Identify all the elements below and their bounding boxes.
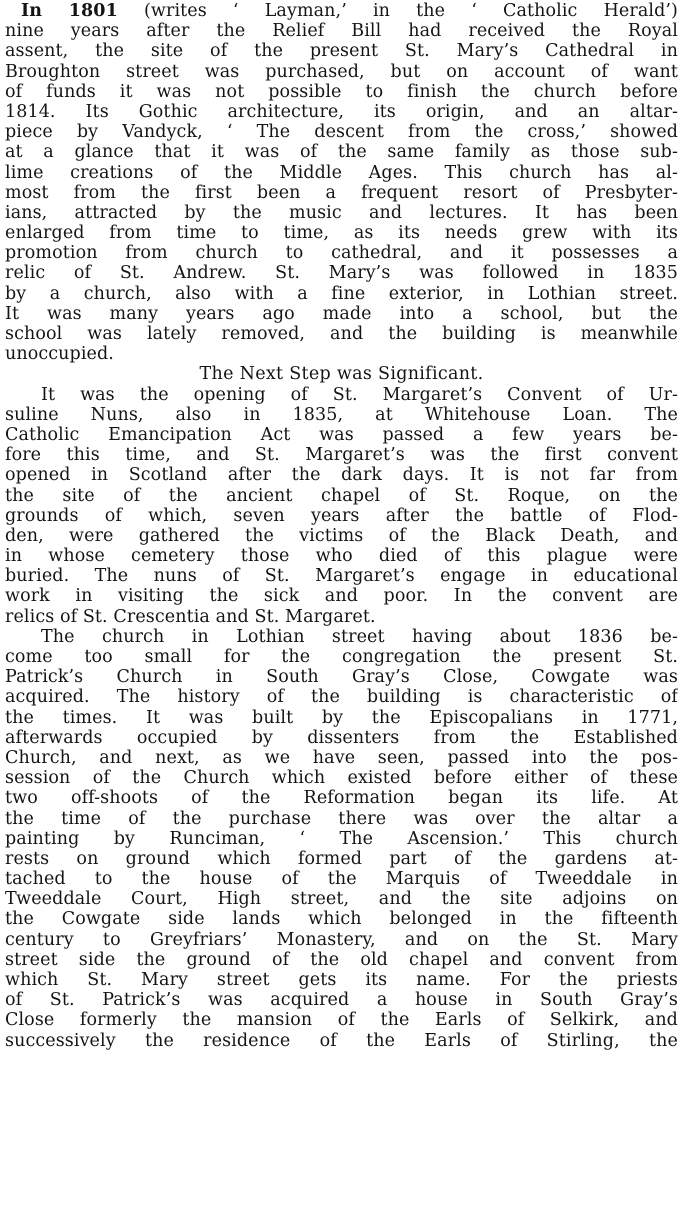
text-line: Patrick’s Church in South Gray’s Close, Cowgate was	[5, 667, 678, 688]
text-line: lime creations of the Middle Ages. This church has al-	[5, 162, 678, 183]
text-line: piece by Vandyck, ‘ The descent from the cross,’ showed	[5, 122, 678, 143]
text-line: by a church, also with a fine exterior, in Lothian street.	[5, 283, 678, 304]
text-line: painting by Runciman, ‘ The Ascension.’ This church	[5, 828, 678, 849]
paragraph-convent	[5, 385, 678, 627]
text-line: acquired. The history of the building is characteristic of	[5, 687, 678, 708]
text-line: Broughton street was purchased, but on account of want	[5, 61, 678, 82]
text-line: street side the ground of the old chapel and convent from	[5, 949, 678, 970]
text-line: assent, the site of the present St. Mary’s Cathedral in	[5, 41, 678, 62]
text-line: school was lately removed, and the building is meanwhile	[5, 324, 678, 344]
text-line: rests on ground which formed part of the gardens at-	[5, 848, 678, 869]
text-line: relic of St. Andrew. St. Mary’s was followed in 1835	[5, 263, 678, 284]
text-line: opened in Scotland after the dark days. It is not far from	[5, 465, 678, 486]
text-line: century to Greyfriars’ Monastery, and on the St. Mary	[5, 929, 678, 950]
text-line: come too small for the congregation the present St.	[5, 647, 678, 667]
paragraph-st-patricks	[5, 627, 678, 1051]
text-line: in whose cemetery those who died of this plague were	[5, 546, 678, 567]
lead-words: In 1801	[21, 1, 118, 21]
text-line: nine years after the Relief Bill had received the Royal	[5, 21, 678, 42]
text-line: ians, attracted by the music and lectures. It has been	[5, 202, 678, 223]
text-line: grounds of which, seven years after the battle of Flod-	[5, 505, 678, 526]
text-line: promotion from church to cathedral, and it possesses a	[5, 243, 678, 264]
article-column	[5, 1, 678, 1051]
text-line: Church, and next, as we have seen, passed into the pos-	[5, 747, 678, 768]
text-line: the Cowgate side lands which belonged in the fifteenth	[5, 909, 678, 930]
text-line: which St. Mary street gets its name. For the priests	[5, 970, 678, 990]
text-line: most from the first been a frequent resort of Presbyter-	[5, 182, 678, 203]
text-line: unoccupied.	[5, 344, 114, 365]
text-line: Close formerly the mansion of the Earls of Selkirk, and	[5, 1010, 678, 1031]
subheading: The Next Step was Significant.	[199, 364, 484, 385]
paragraph-cathedral	[5, 1, 678, 364]
text-line: suline Nuns, also in 1835, at Whitehouse Loan. The	[5, 404, 678, 425]
text-line: the site of the ancient chapel of St. Roque, on the	[5, 485, 678, 506]
text-line: Catholic Emancipation Act was passed a few years be-	[5, 424, 678, 445]
text-line: the times. It was built by the Episcopalians in 1771,	[5, 707, 678, 728]
text-line: den, were gathered the victims of the Black Death, and	[5, 525, 678, 546]
text-line: 1814. Its Gothic architecture, its origin, and an altar-	[5, 101, 678, 122]
text-line: session of the Church which existed before either of these	[5, 768, 678, 789]
text-line: successively the residence of the Earls of Stirling, the	[5, 1030, 678, 1051]
text-line: fore this time, and St. Margaret’s was the first convent	[5, 445, 678, 466]
text-line: the time of the purchase there was over the altar a	[5, 808, 678, 829]
text-line: The church in Lothian street having about 1836 be-	[41, 626, 678, 647]
text-line: enlarged from time to time, as its needs grew with its	[5, 223, 678, 244]
text-line: It was the opening of St. Margaret’s Convent of Ur-	[41, 384, 678, 405]
text-line: afterwards occupied by dissenters from the Established	[5, 727, 678, 748]
text-line: It was many years ago made into a school, but the	[5, 303, 678, 324]
text-line: of funds it was not possible to finish the church before	[5, 81, 678, 102]
text-line: of St. Patrick’s was acquired a house in South Gray’s	[5, 990, 678, 1011]
text-line: work in visiting the sick and poor. In the convent are	[5, 586, 678, 607]
text-line: tached to the house of the Marquis of Tweeddale in	[5, 869, 678, 890]
text-line: In 1801 (writes ‘ Layman,’ in the ‘ Catholic Herald’)	[21, 1, 678, 21]
text-line: buried. The nuns of St. Margaret’s engage in educational	[5, 566, 678, 587]
text-line: relics of St. Crescentia and St. Margaret.	[5, 606, 376, 627]
text-line: two off-shoots of the Reformation began its life. At	[5, 788, 678, 809]
text-line: at a glance that it was of the same family as those sub-	[5, 142, 678, 163]
text-line: Tweeddale Court, High street, and the site adjoins on	[5, 889, 678, 910]
